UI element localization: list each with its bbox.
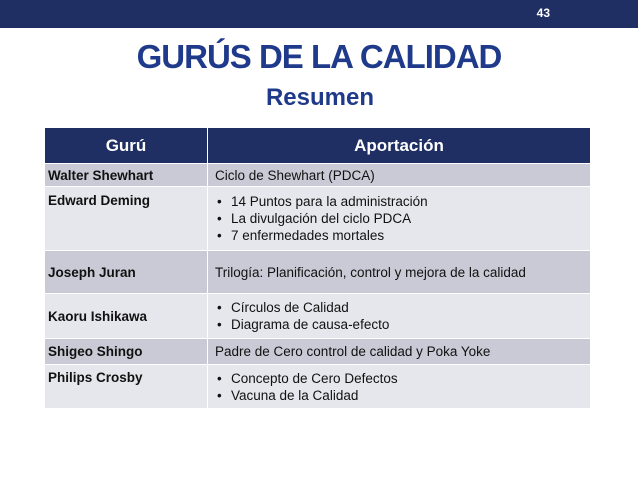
page-subtitle: Resumen <box>265 84 375 111</box>
guru-name: Walter Shewhart <box>45 164 208 187</box>
page-number: 43 <box>536 6 550 20</box>
table-header-row <box>45 128 591 164</box>
contribution-list <box>208 294 591 339</box>
table-row <box>45 294 591 339</box>
column-header-aportacion: Aportación <box>208 128 591 164</box>
contribution-list <box>208 187 591 251</box>
contribution-text: Ciclo de Shewhart (PDCA) <box>208 164 591 187</box>
gurus-table <box>44 127 591 409</box>
header-bar <box>0 0 638 28</box>
guru-name: Edward Deming <box>45 187 208 251</box>
guru-name: Shigeo Shingo <box>45 339 208 365</box>
list-item: • Vacuna de la Calidad <box>215 387 583 404</box>
table-row <box>45 339 591 365</box>
list-item: • 14 Puntos para la administración <box>215 193 583 210</box>
contribution-text: Trilogía: Planificación, control y mejora de la calidad <box>208 251 591 294</box>
list-item: • La divulgación del ciclo PDCA <box>215 210 583 227</box>
contribution-list <box>208 365 591 409</box>
table-row <box>45 187 591 251</box>
guru-name: Philips Crosby <box>45 365 208 409</box>
table-row <box>45 164 591 187</box>
table-row <box>45 251 591 294</box>
guru-name: Kaoru Ishikawa <box>45 294 208 339</box>
column-header-guru: Gurú <box>45 128 208 164</box>
list-item: • Círculos de Calidad <box>215 299 583 316</box>
table-row <box>45 365 591 409</box>
page-title: GURÚS DE LA CALIDAD <box>136 38 502 75</box>
guru-name: Joseph Juran <box>45 251 208 294</box>
list-item: • Diagrama de causa-efecto <box>215 316 583 333</box>
list-item: • 7 enfermedades mortales <box>215 227 583 244</box>
list-item: • Concepto de Cero Defectos <box>215 370 583 387</box>
contribution-text: Padre de Cero control de calidad y Poka Yoke <box>208 339 591 365</box>
